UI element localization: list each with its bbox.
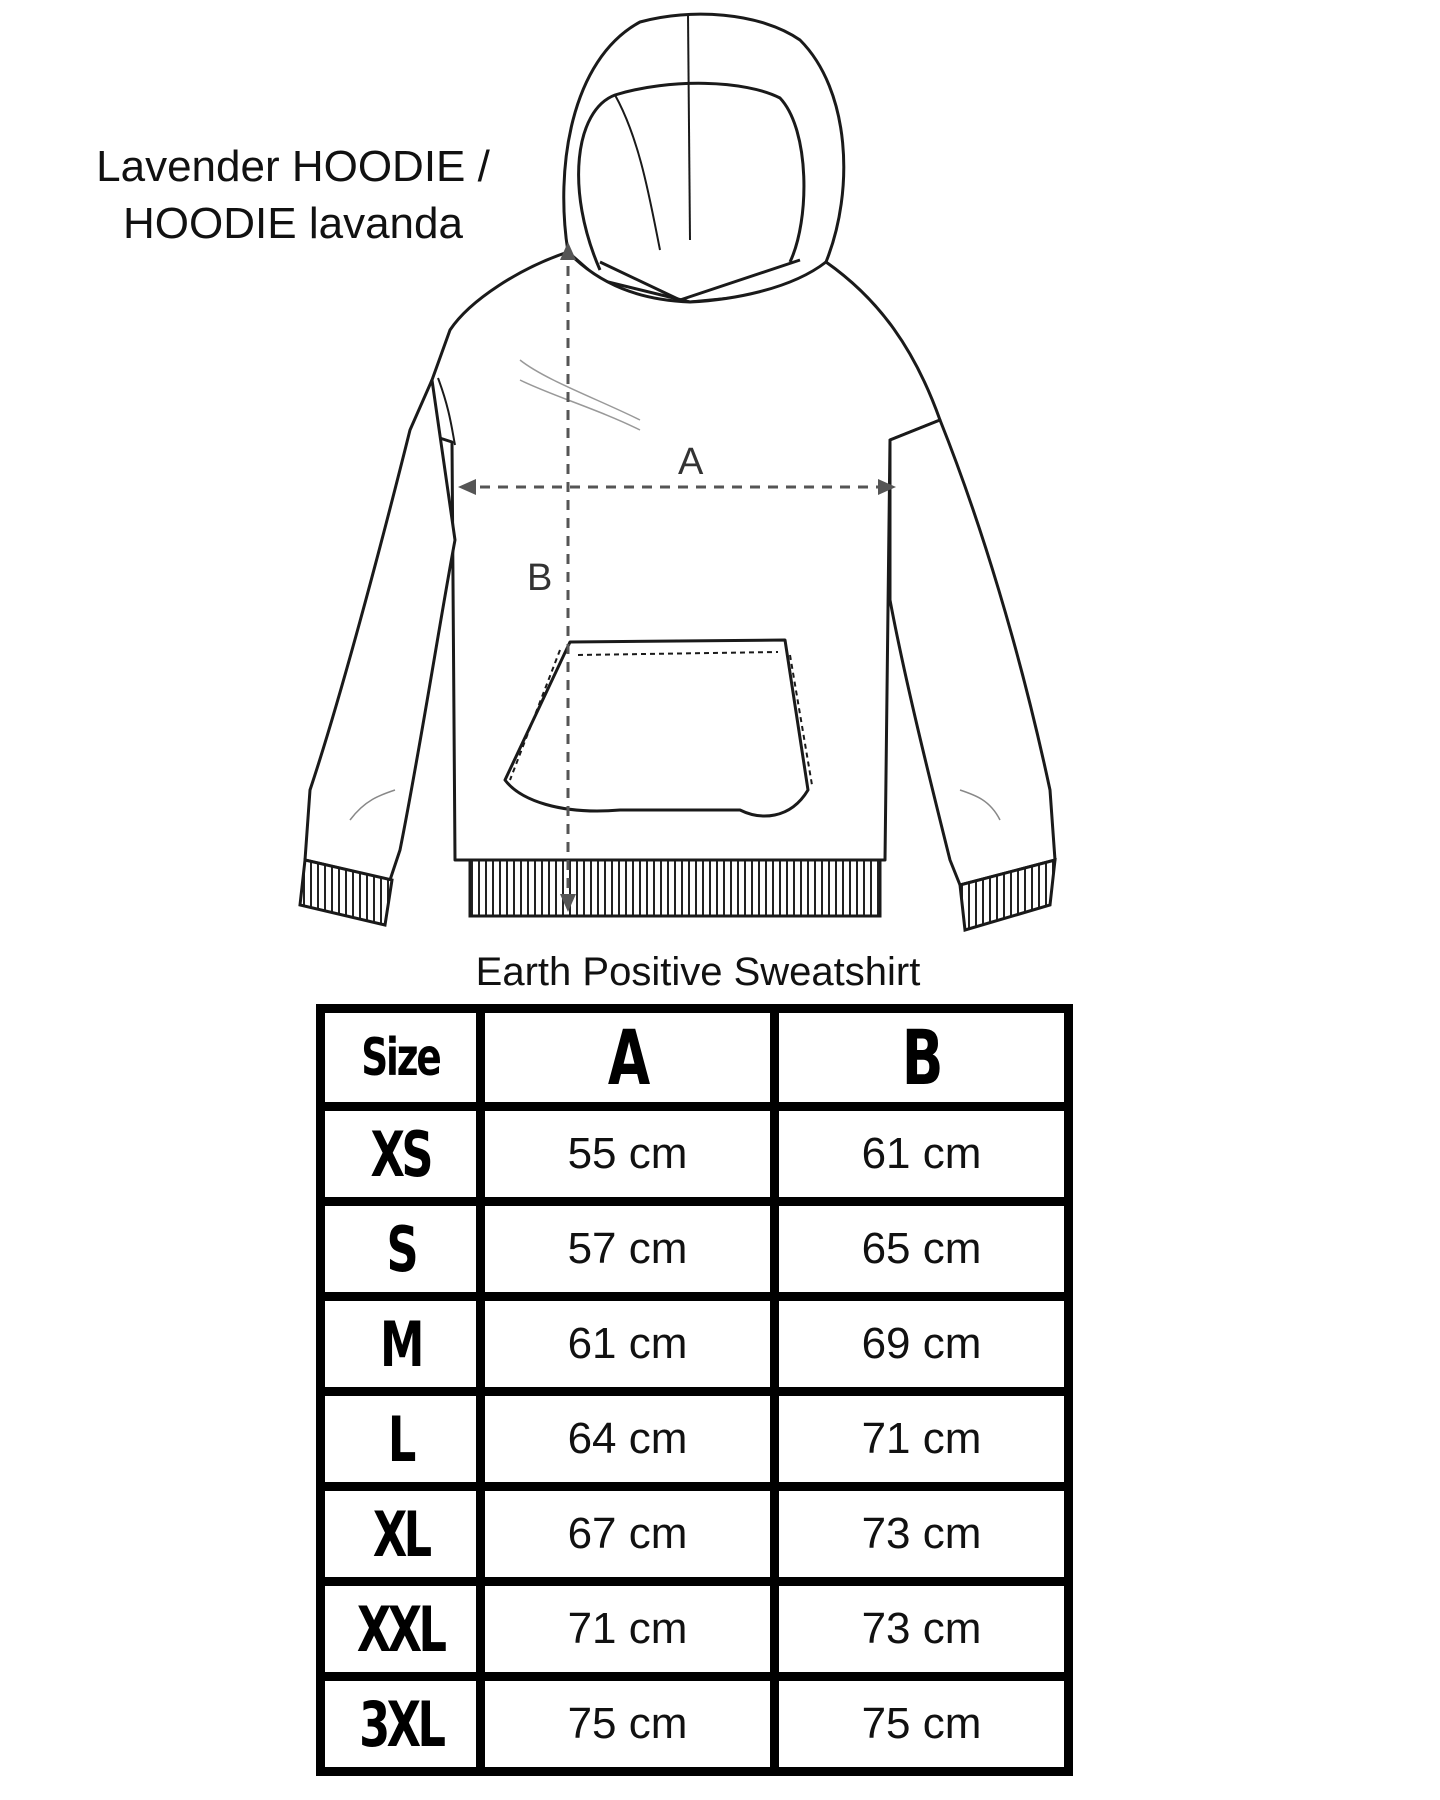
value-b-cell: 61 cm bbox=[775, 1107, 1069, 1202]
header-size: Size bbox=[321, 1009, 481, 1107]
value-b-cell: 65 cm bbox=[775, 1202, 1069, 1297]
table-row bbox=[321, 1392, 1069, 1487]
value-a-cell: 55 cm bbox=[481, 1107, 775, 1202]
value-b-cell: 75 cm bbox=[775, 1677, 1069, 1772]
hoodie-hood bbox=[564, 14, 844, 303]
product-title-line-1: Lavender HOODIE / bbox=[96, 142, 490, 191]
value-b-cell: 73 cm bbox=[775, 1487, 1069, 1582]
header-a: A bbox=[481, 1009, 775, 1107]
table-row bbox=[321, 1297, 1069, 1392]
table-header-row bbox=[321, 1009, 1069, 1107]
table-row bbox=[321, 1107, 1069, 1202]
value-a-cell: 75 cm bbox=[481, 1677, 775, 1772]
value-a-cell: 71 cm bbox=[481, 1582, 775, 1677]
size-chart-table bbox=[316, 1004, 1073, 1776]
size-cell: 3XL bbox=[321, 1677, 481, 1772]
table-row bbox=[321, 1582, 1069, 1677]
size-cell: XXL bbox=[321, 1582, 481, 1677]
product-title-line-2: HOODIE lavanda bbox=[123, 199, 463, 248]
size-cell: XL bbox=[321, 1487, 481, 1582]
value-b-cell: 71 cm bbox=[775, 1392, 1069, 1487]
header-b: B bbox=[775, 1009, 1069, 1107]
value-b-cell: 73 cm bbox=[775, 1582, 1069, 1677]
table-caption: Earth Positive Sweatshirt bbox=[475, 950, 921, 994]
value-a-cell: 64 cm bbox=[481, 1392, 775, 1487]
value-a-cell: 61 cm bbox=[481, 1297, 775, 1392]
measure-label-a: A bbox=[678, 441, 704, 483]
size-cell: XS bbox=[321, 1107, 481, 1202]
value-a-cell: 67 cm bbox=[481, 1487, 775, 1582]
table-row bbox=[321, 1202, 1069, 1297]
value-a-cell: 57 cm bbox=[481, 1202, 775, 1297]
table-row bbox=[321, 1677, 1069, 1772]
table-row bbox=[321, 1487, 1069, 1582]
size-cell: S bbox=[321, 1202, 481, 1297]
size-cell: M bbox=[321, 1297, 481, 1392]
size-cell: L bbox=[321, 1392, 481, 1487]
hoodie-ribbing bbox=[300, 860, 1055, 930]
measure-label-b: B bbox=[527, 557, 553, 599]
value-b-cell: 69 cm bbox=[775, 1297, 1069, 1392]
hoodie-body bbox=[305, 252, 1055, 885]
